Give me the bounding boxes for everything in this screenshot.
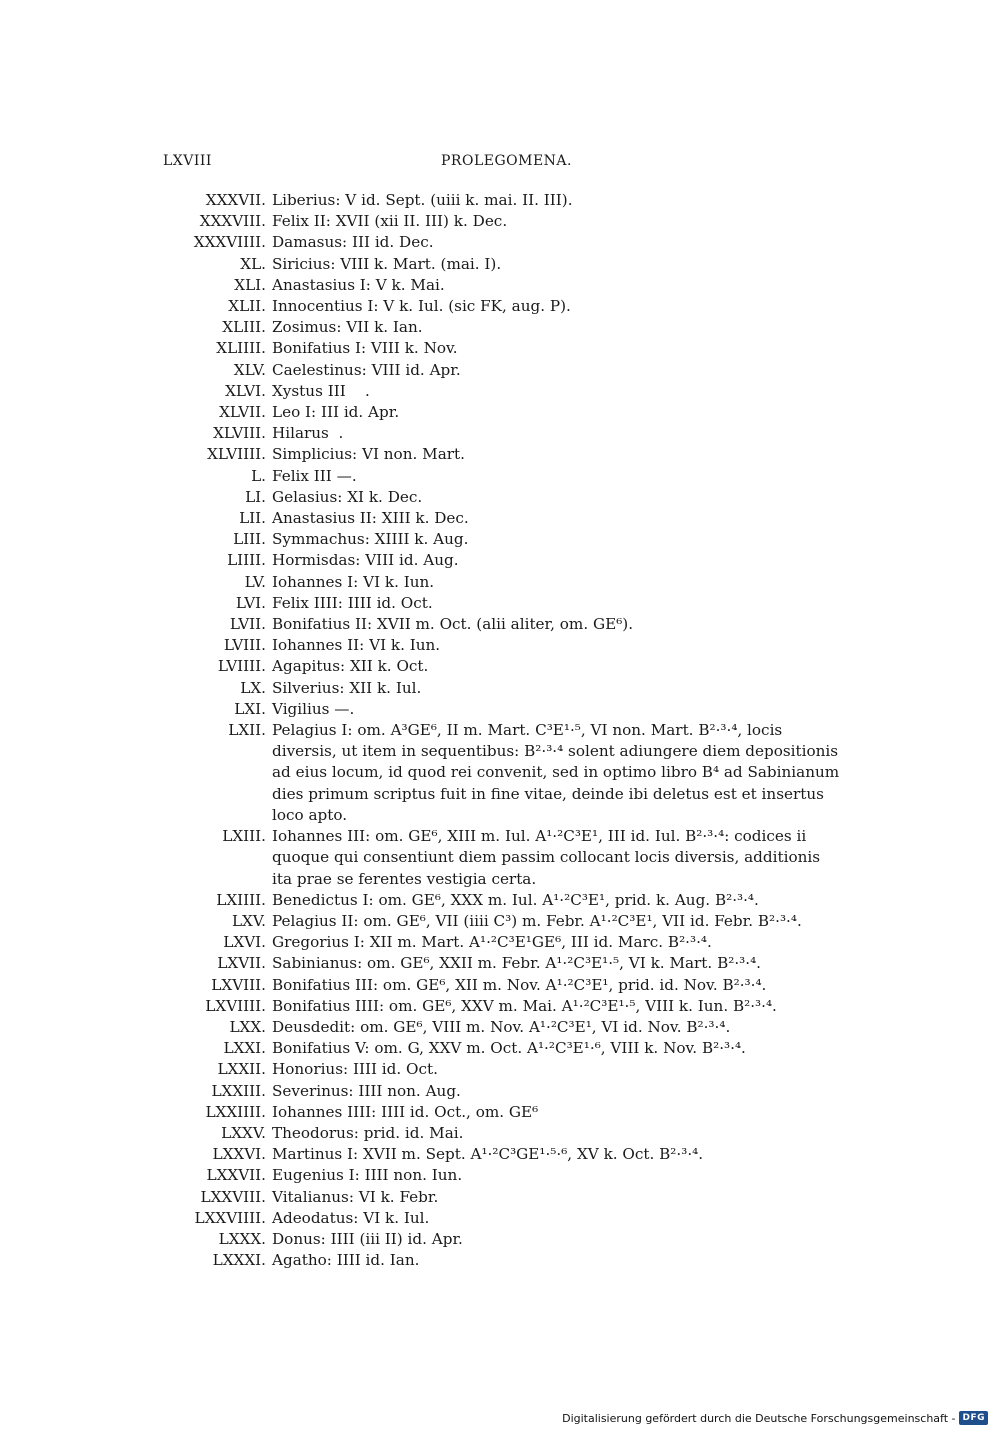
list-item	[0, 275, 1000, 296]
entry-numeral: LXXVII.	[206, 1166, 266, 1185]
entry-text: Bonifatius V: om. G, XXV m. Oct. A¹·²C³E¹·⁶, VIII k. Nov. B²·³·⁴.	[272, 1039, 746, 1058]
entry-numeral: LIII.	[233, 530, 266, 549]
entry-text: Donus: IIII (iii II) id. Apr.	[272, 1229, 463, 1248]
list-item	[0, 444, 1000, 465]
entry-text: Honorius: IIII id. Oct.	[272, 1060, 438, 1079]
list-item	[0, 975, 1000, 996]
entry-numeral: LXVIIII.	[205, 996, 266, 1015]
entry-numeral: XLVI.	[225, 381, 266, 400]
list-item	[0, 614, 1000, 635]
list-item	[0, 317, 1000, 338]
entry-text: Silverius: XII k. Iul.	[272, 678, 422, 697]
list-item	[0, 1081, 1000, 1102]
list-item	[0, 1059, 1000, 1080]
list-item	[0, 1017, 1000, 1038]
entry-text: Bonifatius II: XVII m. Oct. (alii aliter, om. GE⁶).	[272, 615, 634, 634]
entry-text: Hilarus .	[272, 424, 344, 443]
entry-numeral: LVIII.	[223, 636, 266, 655]
entry-text: Symmachus: XIIII k. Aug.	[272, 530, 469, 549]
entry-text: Agapitus: XII k. Oct.	[272, 657, 429, 676]
entry-text: Anastasius I: V k. Mai.	[272, 275, 445, 294]
entry-numeral: LXVI.	[223, 933, 266, 952]
entry-numeral: LXX.	[229, 1017, 266, 1036]
entry-numeral: LXXVIIII.	[194, 1208, 266, 1227]
entry-numeral: LXXI.	[223, 1039, 266, 1058]
list-item	[0, 1165, 1000, 1186]
entry-numeral: LXXII.	[217, 1060, 266, 1079]
list-item	[0, 296, 1000, 317]
entry-text: Adeodatus: VI k. Iul.	[272, 1208, 430, 1227]
list-item	[0, 402, 1000, 423]
list-item	[0, 826, 1000, 890]
entry-numeral: LXV.	[231, 911, 266, 930]
running-title: PROLEGOMENA.	[441, 153, 572, 169]
entry-numeral: XLVIIII.	[207, 445, 266, 464]
entry-numeral: LV.	[244, 572, 266, 591]
list-item	[0, 932, 1000, 953]
entry-text: Felix II: XVII (xii II. III) k. Dec.	[272, 212, 508, 231]
list-item	[0, 572, 1000, 593]
list-item	[0, 1144, 1000, 1165]
entry-text: Bonifatius IIII: om. GE⁶, XXV m. Mai. A¹·²C³E¹·⁵, VIII k. Iun. B²·³·⁴.	[272, 996, 777, 1015]
list-item	[0, 360, 1000, 381]
entry-text: Felix III —.	[272, 466, 357, 485]
entry-text: Damasus: III id. Dec.	[272, 233, 434, 252]
list-item	[0, 550, 1000, 571]
entry-numeral: LX.	[240, 678, 266, 697]
entry-numeral: XLI.	[234, 275, 266, 294]
list-item	[0, 1250, 1000, 1271]
footer	[562, 1409, 988, 1427]
entry-text: Felix IIII: IIII id. Oct.	[272, 593, 433, 612]
entry-text: Iohannes I: VI k. Iun.	[272, 572, 435, 591]
list-item	[0, 1123, 1000, 1144]
entry-numeral: XLII.	[228, 297, 266, 316]
list-item	[0, 635, 1000, 656]
entry-numeral: LVII.	[229, 615, 266, 634]
entry-numeral: LXXXI.	[212, 1251, 266, 1270]
entry-text: Iohannes III: om. GE⁶, XIII m. Iul. A¹·²C³E¹, III id. Iul. B²·³·⁴: codices ii quoque qui consentiunt diem passim collocant locis diversis, additionis ita prae se ferentes vestigia certa.	[272, 827, 825, 888]
entry-text: Deusdedit: om. GE⁶, VIII m. Nov. A¹·²C³E¹, VI id. Nov. B²·³·⁴.	[272, 1017, 731, 1036]
entry-numeral: XLVIII.	[213, 424, 266, 443]
entry-numeral: XLV.	[233, 360, 266, 379]
list-item	[0, 720, 1000, 826]
entry-numeral: LXVII.	[217, 954, 266, 973]
list-item	[0, 678, 1000, 699]
entry-text: Vitalianus: VI k. Febr.	[272, 1187, 439, 1206]
list-item	[0, 1229, 1000, 1250]
list-item	[0, 466, 1000, 487]
entry-text: Bonifatius III: om. GE⁶, XII m. Nov. A¹·²C³E¹, prid. id. Nov. B²·³·⁴.	[272, 975, 767, 994]
entry-text: Pelagius I: om. A³GE⁶, II m. Mart. C³E¹·⁵, VI non. Mart. B²·³·⁴, locis diversis, ut item in sequentibus: B²·³·⁴ solent adiungere diem depositionis ad eius locum, id quod rei convenit, sed in optimo libro B⁴ ad Sabinianum dies primum scriptus fuit in fine vitae, deinde ibi deletus est et insertus loco apto.	[272, 721, 845, 824]
entry-numeral: LXIII.	[222, 827, 266, 846]
dfg-logo-icon: DFG	[959, 1411, 988, 1425]
entry-numeral: LXII.	[228, 721, 266, 740]
entry-text: Leo I: III id. Apr.	[272, 403, 400, 422]
entry-numeral: LXXX.	[218, 1229, 266, 1248]
entry-text: Theodorus: prid. id. Mai.	[272, 1123, 464, 1142]
entry-text: Iohannes IIII: IIII id. Oct., om. GE⁶	[272, 1102, 539, 1121]
entry-text: Eugenius I: IIII non. Iun.	[272, 1166, 463, 1185]
entry-text: Gregorius I: XII m. Mart. A¹·²C³E¹GE⁶, III id. Marc. B²·³·⁴.	[272, 933, 712, 952]
entry-text: Caelestinus: VIII id. Apr.	[272, 360, 461, 379]
entry-text: Iohannes II: VI k. Iun.	[272, 636, 441, 655]
entry-text: Vigilius —.	[272, 699, 355, 718]
list-item	[0, 911, 1000, 932]
entry-numeral: LVI.	[235, 593, 266, 612]
entry-text: Siricius: VIII k. Mart. (mai. I).	[272, 254, 502, 273]
pope-list	[0, 190, 1000, 1271]
entry-numeral: LXIIII.	[216, 890, 266, 909]
entry-numeral: LXXVI.	[212, 1145, 266, 1164]
entry-numeral: LXVIII.	[211, 975, 266, 994]
list-item	[0, 996, 1000, 1017]
list-item	[0, 1187, 1000, 1208]
entry-text: Martinus I: XVII m. Sept. A¹·²C³GE¹·⁵·⁶, XV k. Oct. B²·³·⁴.	[272, 1145, 704, 1164]
entry-numeral: XLVII.	[219, 403, 266, 422]
entry-text: Innocentius I: V k. Iul. (sic FK, aug. P).	[272, 297, 571, 316]
page-number: LXVIII	[163, 153, 212, 169]
footer-credit: Digitalisierung gefördert durch die Deutsche Forschungsgemeinschaft -	[562, 1411, 956, 1425]
entry-text: Pelagius II: om. GE⁶, VII (iiii C³) m. Febr. A¹·²C³E¹, VII id. Febr. B²·³·⁴.	[272, 911, 802, 930]
entry-text: Benedictus I: om. GE⁶, XXX m. Iul. A¹·²C³E¹, prid. k. Aug. B²·³·⁴.	[272, 890, 759, 909]
list-item	[0, 1038, 1000, 1059]
entry-numeral: LVIIII.	[217, 657, 266, 676]
list-item	[0, 381, 1000, 402]
list-item	[0, 232, 1000, 253]
list-item	[0, 1208, 1000, 1229]
entry-numeral: XLIIII.	[216, 339, 266, 358]
entry-numeral: LII.	[239, 509, 266, 528]
entry-text: Zosimus: VII k. Ian.	[272, 318, 423, 337]
entry-numeral: LXXIIII.	[205, 1102, 266, 1121]
entry-numeral: L.	[251, 466, 266, 485]
entry-numeral: LXXVIII.	[200, 1187, 266, 1206]
entry-text: Gelasius: XI k. Dec.	[272, 487, 423, 506]
entry-text: Anastasius II: XIII k. Dec.	[272, 509, 469, 528]
entry-text: Agatho: IIII id. Ian.	[272, 1251, 420, 1270]
entry-text: Sabinianus: om. GE⁶, XXII m. Febr. A¹·²C³E¹·⁵, VI k. Mart. B²·³·⁴.	[272, 954, 761, 973]
entry-numeral: LXXIII.	[211, 1081, 266, 1100]
entry-numeral: LXXV.	[221, 1123, 266, 1142]
list-item	[0, 1102, 1000, 1123]
entry-numeral: XXXVII.	[205, 191, 266, 209]
entry-numeral: LI.	[245, 487, 266, 506]
entry-numeral: XLIII.	[222, 318, 266, 337]
entry-text: Severinus: IIII non. Aug.	[272, 1081, 461, 1100]
list-item	[0, 254, 1000, 275]
entry-text: Simplicius: VI non. Mart.	[272, 445, 465, 464]
list-item	[0, 338, 1000, 359]
list-item	[0, 699, 1000, 720]
list-item	[0, 529, 1000, 550]
entry-text: Xystus III .	[272, 381, 370, 400]
entry-numeral: XXXVIIII.	[193, 233, 266, 252]
entry-numeral: XXXVIII.	[199, 212, 266, 231]
entry-numeral: LXI.	[234, 699, 266, 718]
list-item	[0, 487, 1000, 508]
entry-numeral: LIIII.	[227, 551, 266, 570]
list-item	[0, 211, 1000, 232]
page-header	[163, 153, 843, 175]
entry-text: Bonifatius I: VIII k. Nov.	[272, 339, 458, 358]
list-item	[0, 890, 1000, 911]
entry-text: Hormisdas: VIII id. Aug.	[272, 551, 459, 570]
list-item	[0, 508, 1000, 529]
list-item	[0, 423, 1000, 444]
entry-text: Liberius: V id. Sept. (uiii k. mai. II. III).	[272, 191, 573, 209]
entry-numeral: XL.	[240, 254, 266, 273]
list-item	[0, 593, 1000, 614]
list-item	[0, 953, 1000, 974]
list-item	[0, 190, 1000, 211]
list-item	[0, 656, 1000, 677]
